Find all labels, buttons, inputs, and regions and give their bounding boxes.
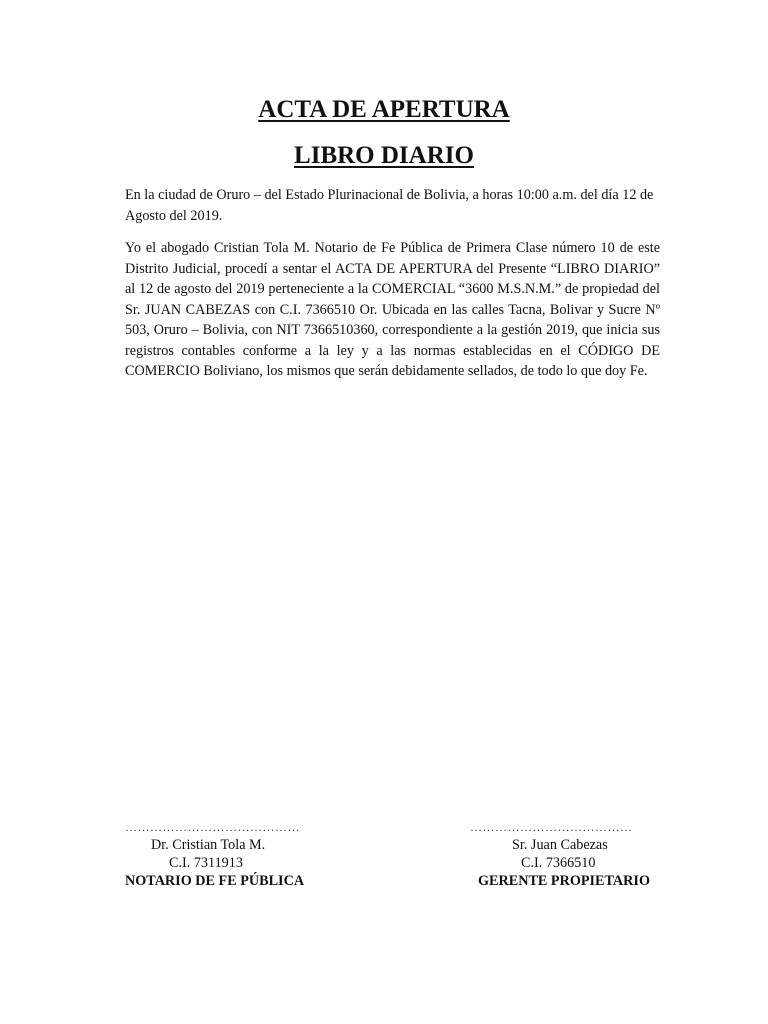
owner-role: GERENTE PROPIETARIO bbox=[478, 873, 650, 889]
owner-ci: C.I. 7366510 bbox=[521, 855, 596, 871]
document-title: ACTA DE APERTURA bbox=[258, 96, 510, 123]
notary-name: Dr. Cristian Tola M. bbox=[151, 837, 266, 853]
document-subtitle: LIBRO DIARIO bbox=[294, 142, 474, 169]
signature-line: ………………………………… bbox=[470, 820, 633, 834]
intro-paragraph: En la ciudad de Oruro – del Estado Plurinacional de Bolivia, a horas 10:00 a.m. del día 12 de Agosto del 2019. bbox=[125, 187, 654, 224]
notary-ci: C.I. 7311913 bbox=[169, 855, 243, 871]
owner-name: Sr. Juan Cabezas bbox=[512, 837, 608, 853]
body-paragraph: Yo el abogado Cristian Tola M. Notario de Fe Pública de Primera Clase número 10 de este Distrito Judicial, procedí a sentar el ACTA DE APERTURA del Presente “LIBRO DIARIO” al 12 de agosto del 2019 perteneciente a la COMERCIAL “3600 M.S.N.M.” de propiedad del Sr. JUAN CABEZAS con C.I. 7366510 Or. Ubicada en las calles Tacna, Bolivar y Sucre Nº 503, Oruro – Bolivia, con NIT 7366510360, correspondiente a la gestión 2019, que inicia sus registros contables conforme a la ley y a las normas establecidas en el CÓDIGO DE COMERCIO Boliviano, los mismos que serán debidamente sellados, de todo lo que doy Fe. bbox=[125, 240, 660, 379]
notary-role: NOTARIO DE FE PÚBLICA bbox=[125, 873, 305, 889]
notary-signature-block bbox=[125, 818, 355, 890]
signature-line: …………………………………… bbox=[125, 820, 300, 834]
owner-signature-block bbox=[470, 818, 670, 890]
